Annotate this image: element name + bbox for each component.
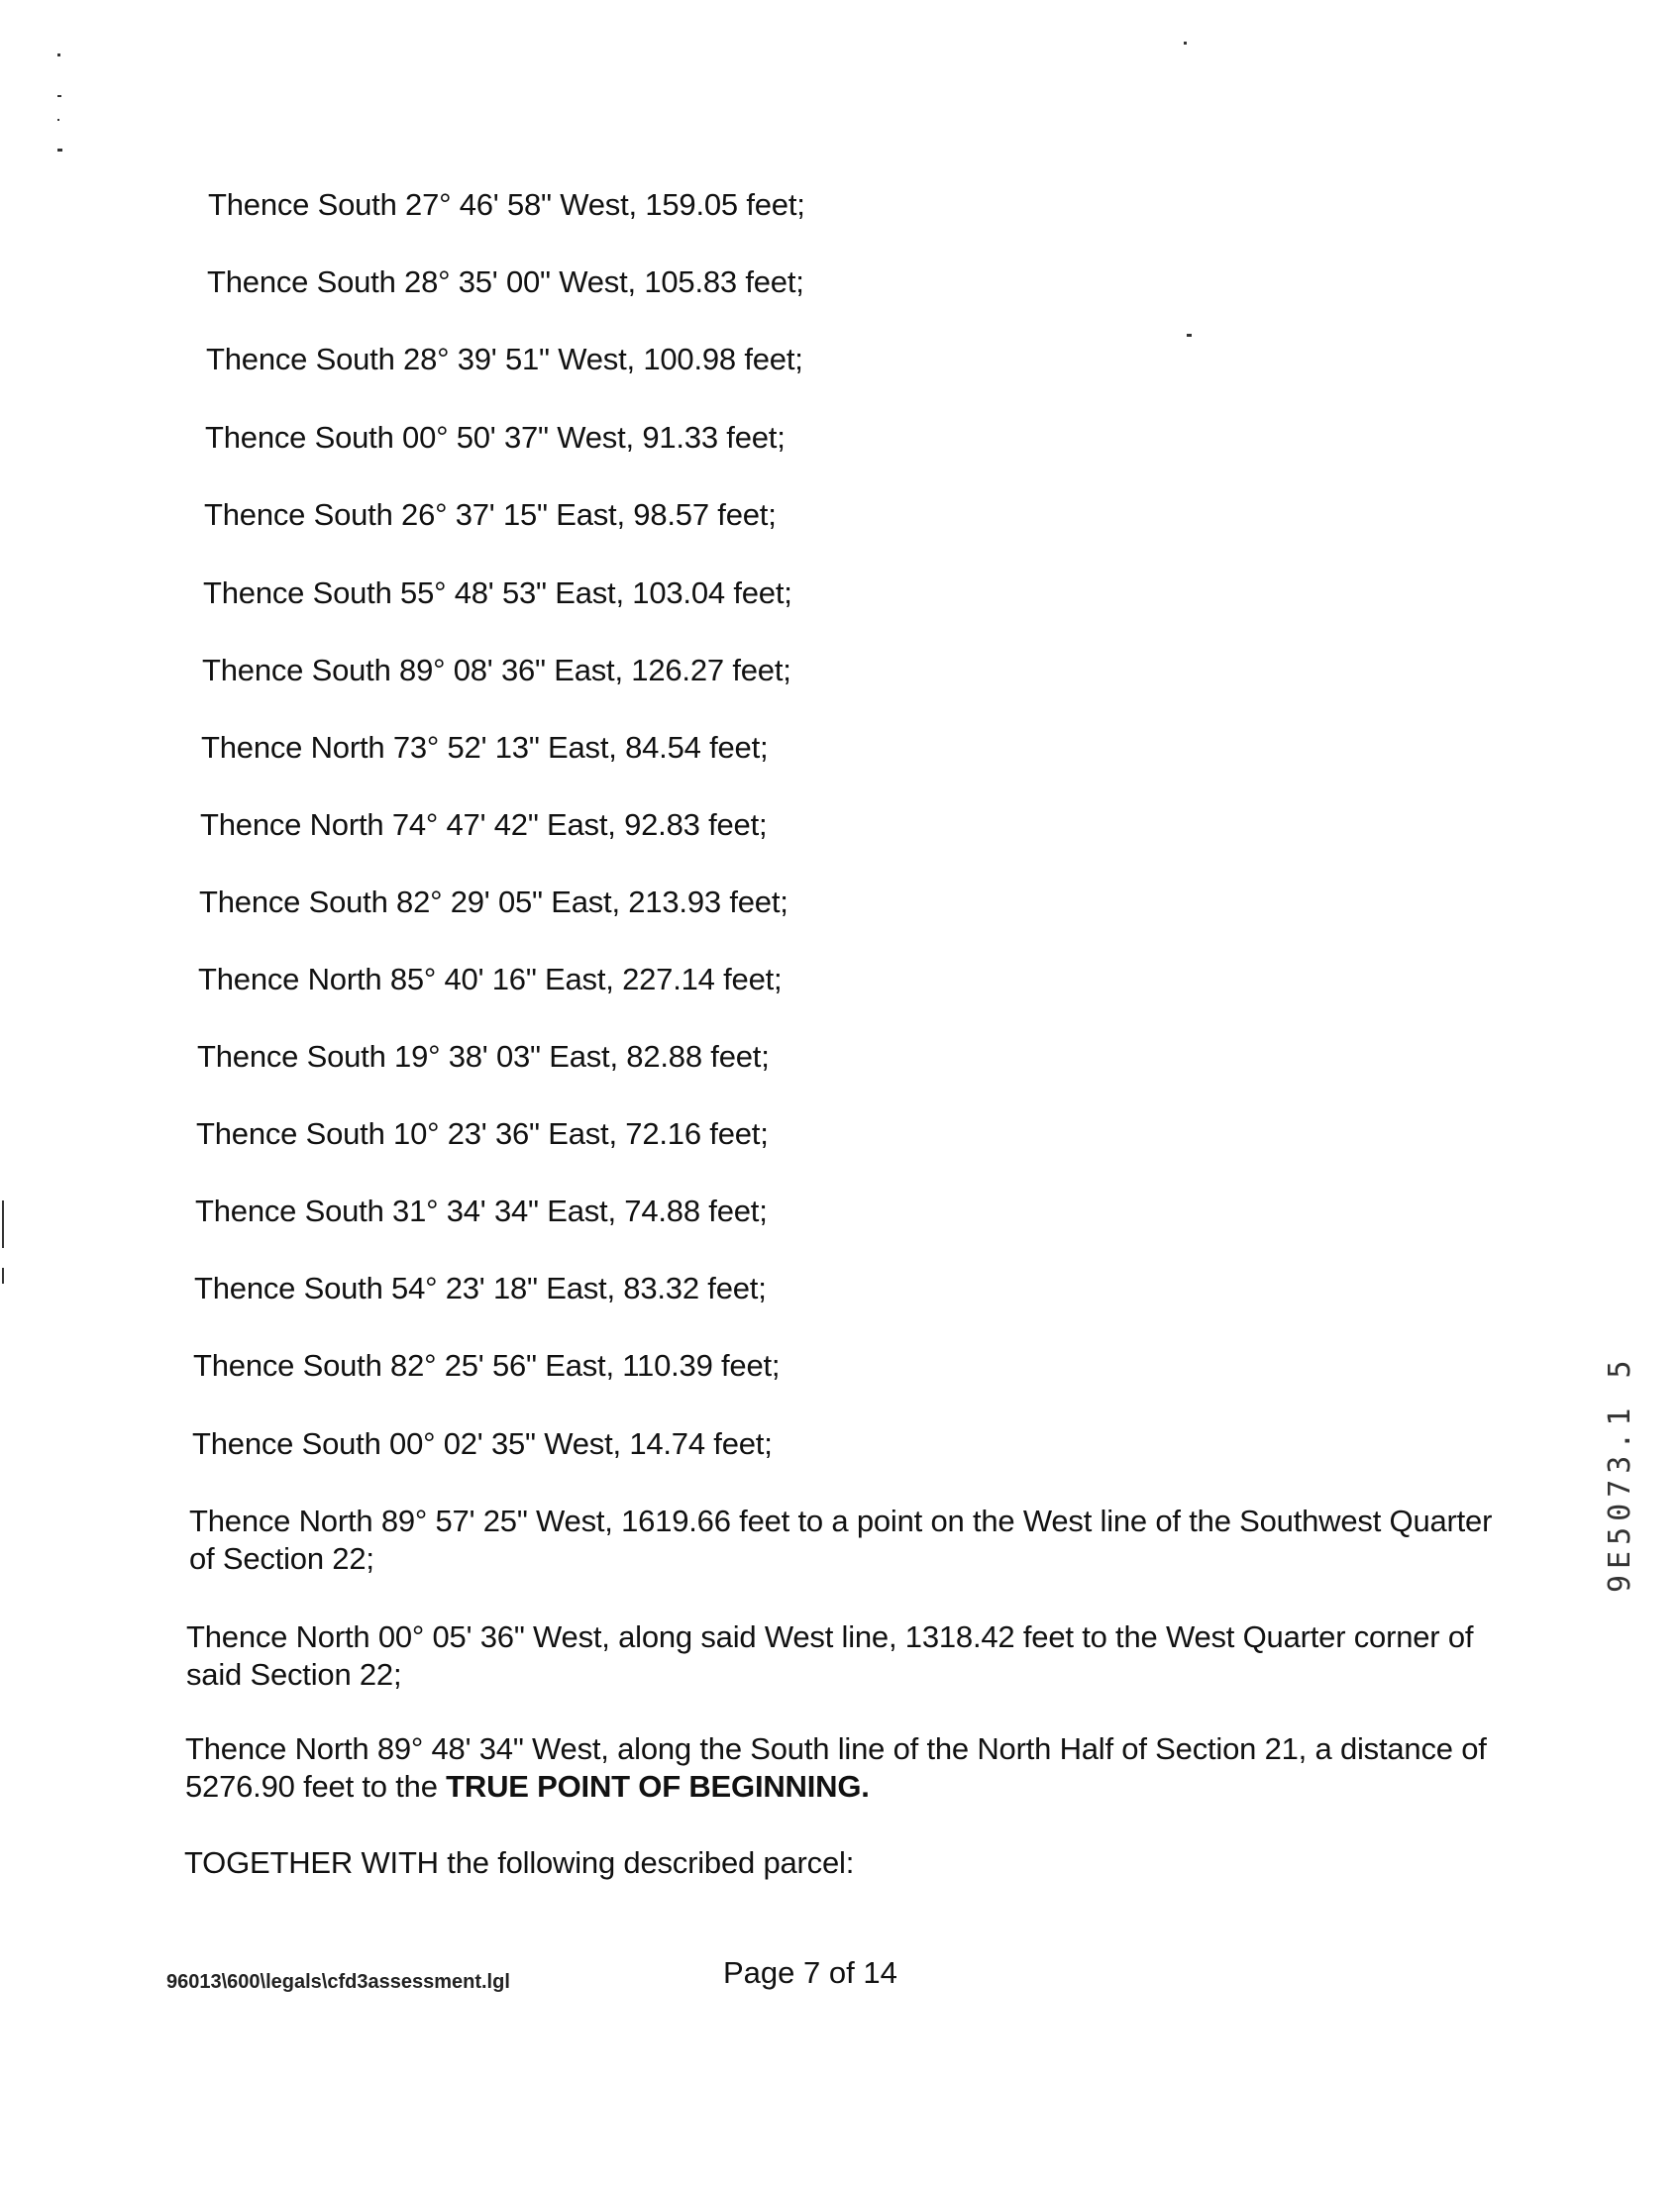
- metes-call-8: Thence North 73° 52' 13" East, 84.54 feet;: [201, 730, 769, 765]
- metes-call-6: Thence South 55° 48' 53" East, 103.04 feet;: [203, 575, 792, 610]
- scan-mark: [1184, 42, 1187, 45]
- metes-call-7: Thence South 89° 08' 36" East, 126.27 feet;: [202, 653, 791, 687]
- metes-call-14: Thence South 31° 34' 34" East, 74.88 feet;: [195, 1194, 768, 1228]
- scan-mark: [2, 1200, 4, 1248]
- metes-call-11: Thence North 85° 40' 16" East, 227.14 feet;: [198, 962, 783, 996]
- scan-mark: [57, 95, 61, 97]
- paragraph-together-with: TOGETHER WITH the following described parcel:: [184, 1845, 855, 1880]
- footer-file-path: 96013\600\legals\cfd3assessment.lgl: [166, 1971, 510, 1993]
- metes-call-2: Thence South 28° 35' 00" West, 105.83 feet;: [207, 264, 804, 299]
- paragraph-quarter-corner: Thence North 00° 05' 36" West, along said West line, 1318.42 feet to the West Quarter corner of said Section 22;: [186, 1619, 1474, 1692]
- metes-call-9: Thence North 74° 47' 42" East, 92.83 feet;: [200, 807, 768, 842]
- true-point-of-beginning: TRUE POINT OF BEGINNING.: [446, 1769, 870, 1804]
- metes-call-16: Thence South 82° 25' 56" East, 110.39 feet;: [193, 1348, 781, 1383]
- metes-call-1: Thence South 27° 46' 58" West, 159.05 feet;: [208, 187, 805, 222]
- scan-mark: [57, 53, 60, 56]
- recording-stamp: 9E5073.1 5: [1603, 1354, 1637, 1593]
- metes-call-10: Thence South 82° 29' 05" East, 213.93 feet;: [199, 885, 788, 919]
- scan-mark: [57, 119, 59, 121]
- paragraph-west-line: Thence North 89° 57' 25" West, 1619.66 feet to a point on the West line of the Southwest Quarter of Section 22;: [189, 1504, 1493, 1576]
- metes-call-4: Thence South 00° 50' 37" West, 91.33 feet;: [205, 420, 786, 455]
- paragraph-text: Thence North 89° 48' 34" West, along the South line of the North Half of Section 21, a distance of 5276.90 feet to the: [185, 1731, 1487, 1804]
- metes-call-13: Thence South 10° 23' 36" East, 72.16 feet;: [196, 1116, 769, 1151]
- scan-mark: [1187, 334, 1192, 337]
- metes-call-12: Thence South 19° 38' 03" East, 82.88 feet;: [197, 1039, 770, 1074]
- footer-page-number: Page 7 of 14: [723, 1955, 897, 1990]
- metes-call-3: Thence South 28° 39' 51" West, 100.98 feet;: [206, 342, 803, 376]
- metes-call-5: Thence South 26° 37' 15" East, 98.57 feet;: [204, 497, 777, 532]
- metes-call-15: Thence South 54° 23' 18" East, 83.32 feet;: [194, 1271, 767, 1305]
- metes-call-17: Thence South 00° 02' 35" West, 14.74 feet;: [192, 1426, 773, 1461]
- scan-mark: [57, 149, 62, 152]
- paragraph-point-of-beginning: [185, 1730, 1513, 1806]
- scan-mark: [2, 1268, 4, 1284]
